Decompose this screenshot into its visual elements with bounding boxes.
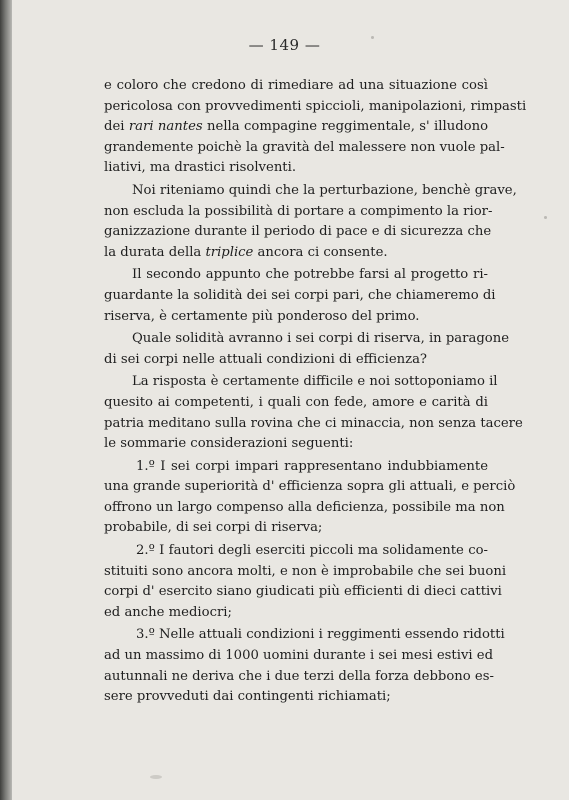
text-line: patria meditano sulla rovina che ci minaccia, non senza tacere (104, 415, 523, 431)
book-binding-edge (0, 0, 12, 800)
body-text (104, 76, 527, 708)
text-line: offrono un largo compenso alla deficienza, possibile ma non (104, 499, 505, 515)
text-line: ed anche mediocri; (104, 604, 232, 620)
text-line: la durata della triplice ancora ci consente. (104, 244, 388, 260)
text-line: liativi, ma drastici risolventi. (104, 160, 297, 176)
text-line: una grande superiorità d' efficienza sopra gli attuali, e perciò (104, 479, 516, 495)
text-line: 2.º I fautori degli eserciti piccoli ma solidamente co- (136, 543, 488, 559)
text-line: sere provveduti dai contingenti richiamati; (104, 689, 391, 705)
italic-term: triplice (205, 244, 254, 260)
paper-speck (371, 36, 374, 39)
text-line: Quale solidità avranno i sei corpi di riserva, in paragone (132, 331, 510, 347)
text-line: stituiti sono ancora molti, e non è improbabile che sei buoni (104, 563, 507, 579)
text-line: Noi riteniamo quindi che la perturbazione, benchè grave, (132, 182, 517, 198)
text-line: corpi d' esercito siano giudicati più efficienti di dieci cattivi (104, 584, 502, 600)
text-line: guardante la solidità dei sei corpi pari, che chiameremo di (104, 287, 496, 303)
text-line: riserva, è certamente più ponderoso del primo. (104, 308, 420, 324)
page-number: — 149 — (248, 36, 321, 54)
text-line: grandemente poichè la gravità del malessere non vuole pal- (104, 139, 505, 155)
text-line: 3.º Nelle attuali condizioni i reggimenti essendo ridotti (136, 627, 505, 643)
text-line: dei rari nantes nella compagine reggimentale, s' illudono (104, 119, 489, 135)
text-line: pericolosa con provvedimenti spiccioli, manipolazioni, rimpasti (104, 98, 527, 114)
text-line: di sei corpi nelle attuali condizioni di efficienza? (104, 351, 427, 367)
text-line: ganizzazione durante il periodo di pace e di sicurezza che (104, 224, 492, 240)
italic-term: rari nantes (128, 119, 203, 135)
text-line: 1.º I sei corpi impari rappresentano indubbiamente (136, 458, 488, 474)
paper-speck (150, 775, 162, 779)
text-line: autunnali ne deriva che i due terzi della forza debbono es- (104, 668, 494, 684)
text-line: le sommarie considerazioni seguenti: (104, 436, 354, 452)
text-line: ad un massimo di 1000 uomini durante i sei mesi estivi ed (104, 648, 494, 664)
paper-speck (544, 216, 547, 219)
text-line: La risposta è certamente difficile e noi sottoponiamo il (132, 374, 498, 390)
text-line: quesito ai competenti, i quali con fede, amore e carità di (104, 394, 488, 410)
text-line: non escluda la possibilità di portare a compimento la rior- (104, 203, 493, 219)
text-line: probabile, di sei corpi di riserva; (104, 520, 323, 536)
text-line: e coloro che credono di rimediare ad una situazione così (104, 78, 488, 93)
text-line: Il secondo appunto che potrebbe farsi al progetto ri- (132, 267, 488, 283)
